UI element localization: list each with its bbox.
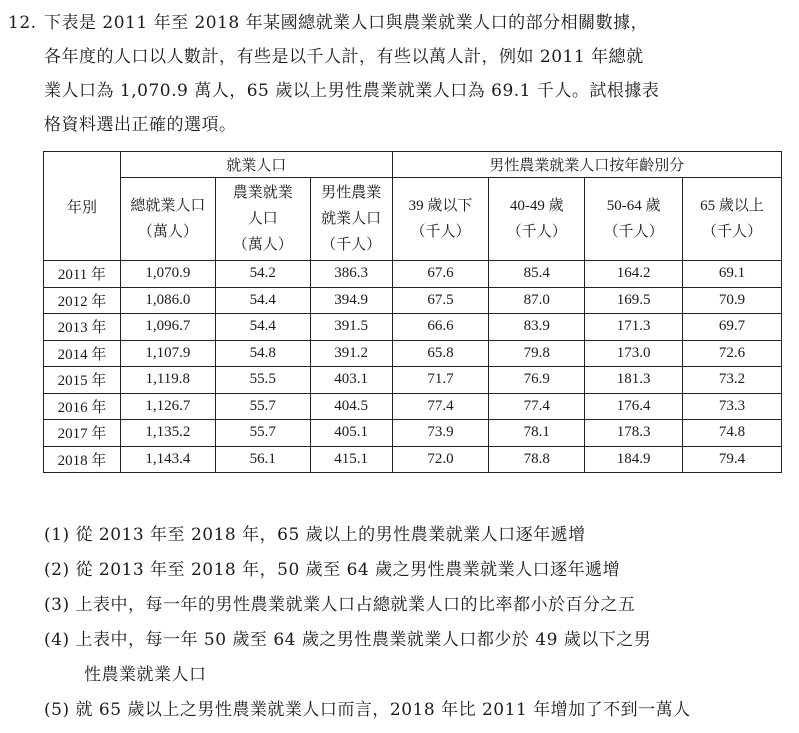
column-header-4 <box>392 178 489 261</box>
value-cell: 1,086.0 <box>120 287 215 314</box>
value-cell: 1,070.9 <box>120 261 215 288</box>
year-cell: 2016 年 <box>44 393 121 420</box>
column-header-1 <box>120 178 215 261</box>
value-cell: 1,096.7 <box>120 314 215 341</box>
column-header-line: 男性農業 <box>321 185 382 201</box>
column-header-line: 65 歲以上 <box>700 198 764 214</box>
value-cell: 173.0 <box>585 340 683 367</box>
question-line-4: 格資料選出正確的選項。 <box>44 115 237 135</box>
option-4[interactable]: (4) 上表中，每一年 50 歲至 64 歲之男性農業就業人口都少於 49 歲以下之男 <box>44 630 652 650</box>
column-header-6 <box>585 178 683 261</box>
value-cell: 74.8 <box>683 420 782 447</box>
question-number: 12. <box>8 13 37 33</box>
year-cell: 2014 年 <box>44 340 121 367</box>
table-row <box>44 446 782 473</box>
question-line-2: 各年度的人口以人數計，有些是以千人計，有些以萬人計，例如 2011 年總就 <box>44 47 644 67</box>
question-line-3: 業人口為 1,070.9 萬人，65 歲以上男性農業就業人口為 69.1 千人。試根據表 <box>44 81 660 101</box>
value-cell: 79.4 <box>683 446 782 473</box>
value-cell: 87.0 <box>489 287 585 314</box>
value-cell: 78.1 <box>489 420 585 447</box>
year-cell: 2013 年 <box>44 314 121 341</box>
value-cell: 1,107.9 <box>120 340 215 367</box>
value-cell: 79.8 <box>489 340 585 367</box>
value-cell: 54.4 <box>215 314 310 341</box>
value-cell: 54.8 <box>215 340 310 367</box>
value-cell: 164.2 <box>585 261 683 288</box>
value-cell: 176.4 <box>585 393 683 420</box>
option-5[interactable]: (5) 就 65 歲以上之男性農業就業人口而言，2018 年比 2011 年增加了不到一萬人 <box>44 700 691 720</box>
value-cell: 54.2 <box>215 261 310 288</box>
value-cell: 85.4 <box>489 261 585 288</box>
value-cell: 178.3 <box>585 420 683 447</box>
column-header-line: （千人） <box>410 224 471 240</box>
year-cell: 2011 年 <box>44 261 121 288</box>
column-header-line: 50-64 歲 <box>606 198 661 214</box>
column-header-line: 農業就業 <box>232 185 293 201</box>
year-cell: 2015 年 <box>44 367 121 394</box>
table-row <box>44 261 782 288</box>
column-header-line: 總就業人口 <box>130 198 206 214</box>
value-cell: 403.1 <box>310 367 392 394</box>
column-header-line: （千人） <box>603 224 664 240</box>
value-cell: 72.0 <box>392 446 489 473</box>
column-header-line: （萬人） <box>137 224 198 240</box>
value-cell: 171.3 <box>585 314 683 341</box>
column-header-7 <box>683 178 782 261</box>
year-cell: 2012 年 <box>44 287 121 314</box>
value-cell: 73.2 <box>683 367 782 394</box>
value-cell: 1,143.4 <box>120 446 215 473</box>
value-cell: 391.2 <box>310 340 392 367</box>
value-cell: 1,135.2 <box>120 420 215 447</box>
value-cell: 70.9 <box>683 287 782 314</box>
options-list <box>44 518 789 728</box>
value-cell: 55.7 <box>215 420 310 447</box>
column-header-line: 39 歲以下 <box>408 198 473 214</box>
value-cell: 181.3 <box>585 367 683 394</box>
value-cell: 169.5 <box>585 287 683 314</box>
value-cell: 77.4 <box>489 393 585 420</box>
value-cell: 391.5 <box>310 314 392 341</box>
table-row <box>44 393 782 420</box>
value-cell: 394.9 <box>310 287 392 314</box>
value-cell: 67.5 <box>392 287 489 314</box>
data-table <box>43 151 782 473</box>
column-header-5 <box>489 178 585 261</box>
value-cell: 78.8 <box>489 446 585 473</box>
value-cell: 54.4 <box>215 287 310 314</box>
value-cell: 73.9 <box>392 420 489 447</box>
value-cell: 69.7 <box>683 314 782 341</box>
column-header-line: （千人） <box>702 224 763 240</box>
question-line-1: 12. 下表是 2011 年至 2018 年某國總就業人口與農業就業人口的部分相關數據， <box>8 6 793 40</box>
value-cell: 55.7 <box>215 393 310 420</box>
value-cell: 66.6 <box>392 314 489 341</box>
column-header-line: 就業人口 <box>321 211 382 227</box>
value-cell: 404.5 <box>310 393 392 420</box>
value-cell: 184.9 <box>585 446 683 473</box>
column-header-line: （千人） <box>506 224 567 240</box>
value-cell: 1,126.7 <box>120 393 215 420</box>
year-cell: 2017 年 <box>44 420 121 447</box>
year-header: 年別 <box>44 152 121 261</box>
option-2[interactable]: (2) 從 2013 年至 2018 年，50 歲至 64 歲之男性農業就業人口逐年遞增 <box>44 560 621 580</box>
option-4-continued[interactable]: 性農業就業人口 <box>84 665 207 685</box>
value-cell: 55.5 <box>215 367 310 394</box>
column-header-line: 人口 <box>247 211 278 227</box>
value-cell: 56.1 <box>215 446 310 473</box>
table-row <box>44 367 782 394</box>
value-cell: 386.3 <box>310 261 392 288</box>
value-cell: 71.7 <box>392 367 489 394</box>
option-1[interactable]: (1) 從 2013 年至 2018 年，65 歲以上的男性農業就業人口逐年遞增 <box>44 525 586 545</box>
value-cell: 65.8 <box>392 340 489 367</box>
value-cell: 76.9 <box>489 367 585 394</box>
year-cell: 2018 年 <box>44 446 121 473</box>
value-cell: 415.1 <box>310 446 392 473</box>
value-cell: 73.3 <box>683 393 782 420</box>
column-header-line: 40-49 歲 <box>509 198 564 214</box>
option-3[interactable]: (3) 上表中，每一年的男性農業就業人口占總就業人口的比率都小於百分之五 <box>44 595 636 615</box>
column-header-line: （千人） <box>321 237 382 253</box>
question-stem <box>8 6 793 142</box>
value-cell: 1,119.8 <box>120 367 215 394</box>
column-header-line: （萬人） <box>232 237 293 253</box>
table-row <box>44 314 782 341</box>
value-cell: 77.4 <box>392 393 489 420</box>
male-agri-age-group-header: 男性農業就業人口按年齡別分 <box>392 152 781 178</box>
value-cell: 69.1 <box>683 261 782 288</box>
table-row <box>44 340 782 367</box>
value-cell: 72.6 <box>683 340 782 367</box>
value-cell: 67.6 <box>392 261 489 288</box>
value-cell: 83.9 <box>489 314 585 341</box>
employment-group-header: 就業人口 <box>120 152 392 178</box>
table-row <box>44 420 782 447</box>
table-row <box>44 287 782 314</box>
value-cell: 405.1 <box>310 420 392 447</box>
column-header-2 <box>215 178 310 261</box>
column-header-3 <box>310 178 392 261</box>
